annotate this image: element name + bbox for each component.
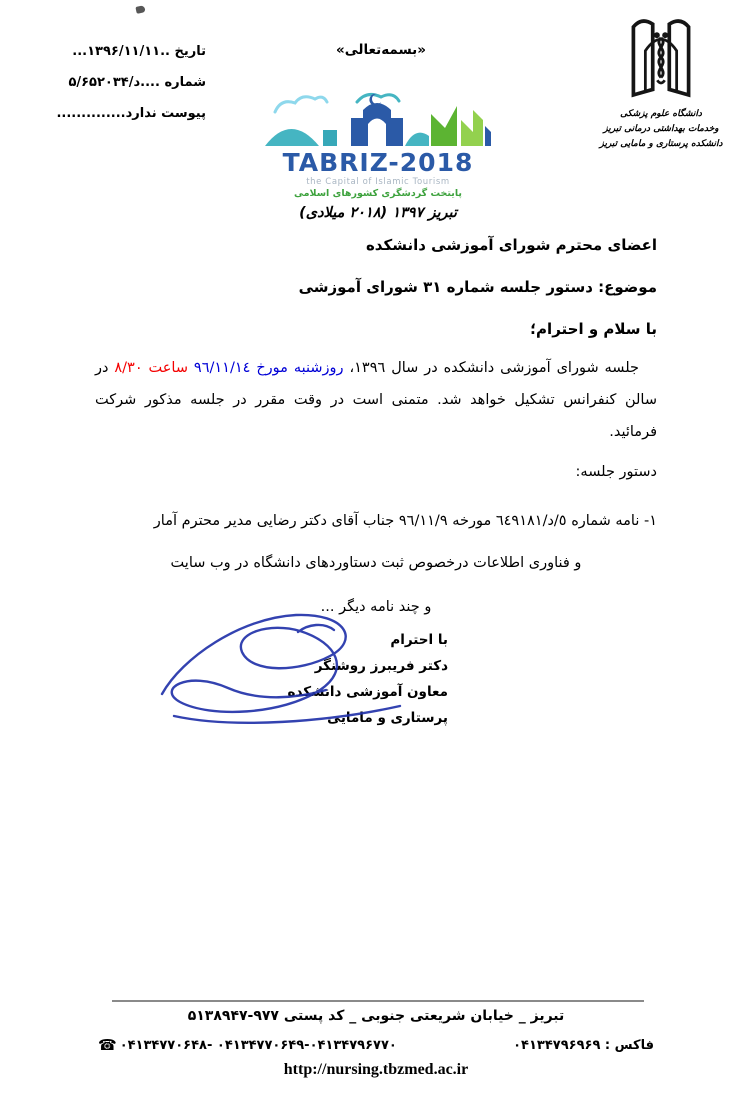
open-book-caduceus-icon [615,14,707,106]
agenda-item-text-1: ۱- نامه شماره [566,513,657,529]
number-label: شماره [164,75,206,90]
tabriz-subtitle-fa: پایتخت گردشگری کشورهای اسلامی [294,188,462,200]
agenda-item-1-continued: و فناوری اطلاعات درخصوص ثبت دستاوردهای دانشگاه در وب سایت [170,555,582,571]
fax-number: ۰۴۱۳۴۷۹۶۹۶۹ [513,1037,601,1053]
letter-body [95,236,657,636]
date-dots-lead: .. [160,44,170,59]
phone-numbers: ۰۴۱۳۴۷۷۰۶۴۸- ۰۴۱۳۴۷۷۰۶۴۹-۰۴۱۳۴۷۹۶۷۷۰ [119,1037,397,1053]
meeting-time: ٨/٣٠ [114,360,143,376]
salutation-line: با سلام و احترام؛ [530,320,657,338]
agenda-other-letters: و چند نامه دیگر ... [320,599,432,615]
meeting-day-text: روزشنبه مورخ [250,360,344,376]
footer-phone-line [98,1036,654,1054]
letter-number: ٥/د/٦٤٩١٨١ [495,513,567,529]
number-value: ۵/د/۶۵۲۰۳۴ [68,75,141,90]
attachment-field [30,98,206,129]
attachment-dots: .............. [56,106,126,121]
agenda-item-1 [95,506,657,536]
emblem-line1: دانشگاه علوم پزشکی [620,109,702,119]
body-paragraph [95,352,657,448]
postal-code: ۵۱۳۸۹۴۷-۹۷۷ [187,1008,279,1024]
tabriz-wordmark: TABRIZ-2018 [282,148,474,177]
besmele-text: «بسمه‌تعالی» [336,42,426,58]
tabriz-skyline-icon [265,90,491,150]
footer-address-line [0,1008,752,1024]
agenda-item-text-2: مورخه [447,513,496,529]
agenda-heading: دستور جلسه: [575,464,657,480]
paragraph-text-1: جلسه شورای آموزشی دانشکده در سال ١٣٩٦، [343,360,639,376]
tabriz-caption: تبریز ۱۳۹۷ (۲۰۱۸ میلادی) [299,205,457,222]
meeting-date: ٩٦/١١/١٤ [193,360,251,376]
university-emblem [590,14,732,151]
website-url: http://nursing.tbzmed.ac.ir [283,1061,469,1078]
date-label: تاریخ [174,44,206,59]
emblem-line2: وخدمات بهداشتی درمانی تبریز [603,124,719,135]
letter-date: ٩٦/١١/٩ [398,513,448,529]
signer-title-1: معاون آموزشی دانشکده [287,684,448,700]
scan-artifact-mark [135,5,145,14]
number-field [30,67,206,98]
meeting-time-label: ساعت [142,360,194,376]
attachment-text: پیوست ندارد [125,106,206,121]
date-dots-trail: ... [72,44,88,59]
date-field [30,36,206,67]
subject-line: موضوع: دستور جلسه شماره ۳۱ شورای آموزشی [298,278,657,296]
fax-group [513,1038,654,1053]
signature-block [238,627,448,731]
footer-divider [112,1000,644,1002]
paragraph-text-2: در سالن کنفرانس تشکیل خواهد شد. متمنی است در وقت مقرر در جلسه مذکور شرکت فرمائید. [95,360,657,440]
date-value: ۱۳۹۶/۱۱/۱۱ [87,44,161,59]
signature-respect-line: با احترام [390,632,448,648]
recipient-line: اعضای محترم شورای آموزشی دانشکده [365,236,657,254]
emblem-line3: دانشکده پرستاری و مامایی تبریز [599,139,723,150]
agenda-item-text-3: جناب آقای دکتر رضایی مدیر محترم آمار [153,513,399,529]
signer-title-2: پرستاری و مامایی [327,710,448,726]
tabriz-2018-logo [256,90,500,221]
address-text: تبریز _ خیابان شریعتی جنوبی _ کد پستی [278,1008,565,1024]
signer-name: دکتر فریبرز روشنگر [314,658,448,674]
fax-label: فاکس : [600,1037,654,1053]
tabriz-subtitle-en: the Capital of Islamic Tourism [306,177,450,188]
number-dots: .... [140,75,160,90]
header-reference-fields [30,36,206,129]
telephone-icon: ☎ [98,1036,117,1054]
